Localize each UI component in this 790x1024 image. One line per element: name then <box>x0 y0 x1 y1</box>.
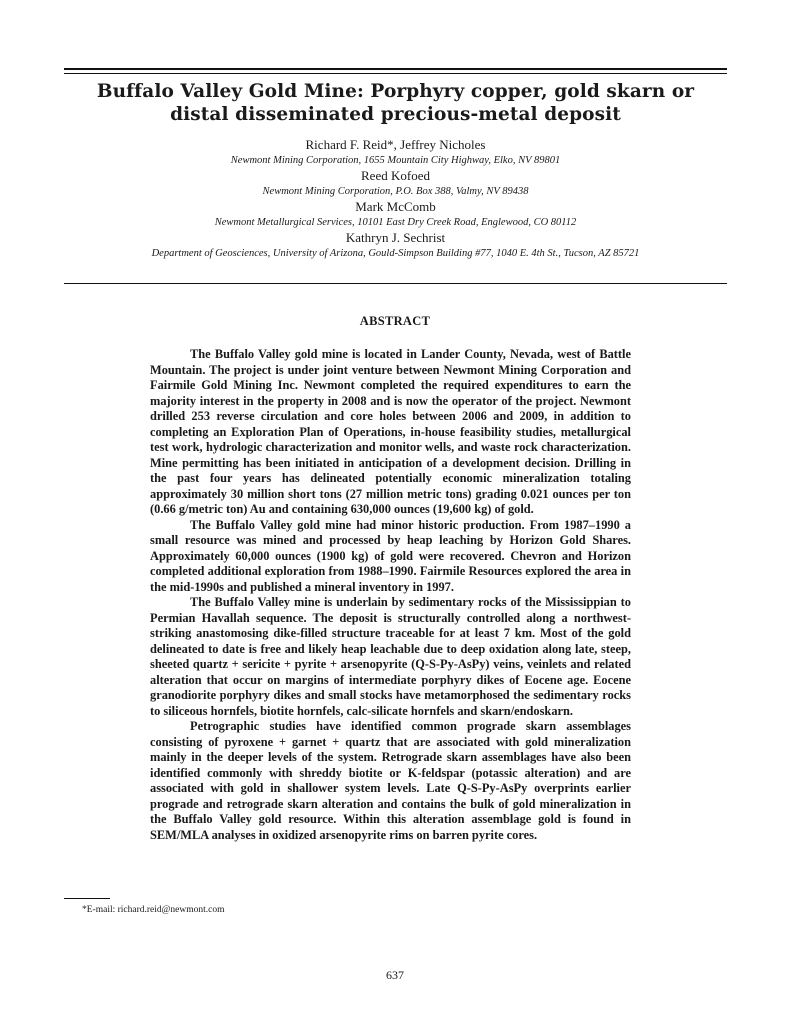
title-line-2: distal disseminated precious-metal deposit <box>170 104 621 125</box>
author-name: Reed Kofoed <box>361 168 430 183</box>
abstract-paragraph: Petrographic studies have identified common prograde skarn assemblages consisting of pyroxene + garnet + quartz that are associated with gold mineralization mainly in the deeper levels of the system. Retrograde skarn assemblages have also been identified commonly with shreddy biotite or K-feldspar (potassic alteration) and are associated with gold in shallower system levels. Late Q-S-Py-AsPy overprints earlier prograde and retrograde skarn alteration and contains the bulk of gold mineralization in the Buffalo Valley gold resource. Within this alteration assemblage gold is found in SEM/MLA analyses in oxidized arsenopyrite rims on barren pyrite cores. <box>150 719 631 842</box>
author-name: Richard F. Reid*, Jeffrey Nicholes <box>305 137 486 152</box>
author-block <box>64 137 727 261</box>
abstract-paragraph: The Buffalo Valley gold mine had minor historic production. From 1987–1990 a small resource was mined and processed by heap leaching by Horizon Gold Shares. Approximately 60,000 ounces (1900 kg) of gold were recovered. Chevron and Horizon completed additional exploration from 1988–1990. Fairmile Resources explored the area in the mid-1990s and published a mineral inventory in 1997. <box>150 517 631 594</box>
author-affiliation: Newmont Mining Corporation, 1655 Mountain City Highway, Elko, NV 89801 <box>230 155 561 166</box>
footnote-rule <box>64 898 110 899</box>
title-line-1: Buffalo Valley Gold Mine: Porphyry copper, gold skarn or <box>96 81 695 102</box>
top-rule-thick <box>64 68 727 70</box>
author-affiliation: Newmont Metallurgical Services, 10101 East Dry Creek Road, Englewood, CO 80112 <box>214 217 577 228</box>
author-affiliation: Newmont Mining Corporation, P.O. Box 388, Valmy, NV 89438 <box>262 186 529 197</box>
header-divider <box>64 283 727 284</box>
page-number: 637 <box>386 968 404 982</box>
author-name: Kathryn J. Sechrist <box>345 230 446 245</box>
footnote-email: *E-mail: richard.reid@newmont.com <box>82 905 225 915</box>
abstract-paragraph: The Buffalo Valley mine is underlain by sedimentary rocks of the Mississippian to Permian Havallah sequence. The deposit is structurally controlled along a northwest-striking anastomosing dike-filled structure traceable for at least 7 km. Most of the gold delineated to date is free and likely heap leachable due to deep oxidation along late, steep, sheeted quartz + sericite + pyrite + arsenopyrite (Q-S-Py-AsPy) veins, veinlets and related alteration that occur on margins of intermediate porphyry dikes of Eocene age. Eocene granodiorite porphyry dikes and small stocks have metamorphosed the sedimentary rocks to siliceous hornfels, biotite hornfels, calc-silicate hornfels and skarn/endoskarn. <box>150 595 631 718</box>
author-name: Mark McComb <box>355 199 436 214</box>
top-rule-thin <box>64 73 727 74</box>
paper-title <box>64 80 727 126</box>
author-affiliation: Department of Geosciences, University of Arizona, Gould-Simpson Building #77, 1040 E. 4th St., Tucson, AZ 85721 <box>151 248 640 259</box>
abstract-heading: ABSTRACT <box>359 314 431 328</box>
abstract-paragraph: The Buffalo Valley gold mine is located in Lander County, Nevada, west of Battle Mountain. The project is under joint venture between Newmont Mining Corporation and Fairmile Gold Mining Inc. Newmont completed the required expenditures to earn the majority interest in the property in 2008 and is now the operator of the project. Newmont drilled 253 reverse circulation and core holes between 2006 and 2009, in addition to completing an Exploration Plan of Operations, in-house feasibility studies, metallurgical test work, hydrologic characterization and monitor wells, and waste rock characterization. Mine permitting has been initiated in anticipation of a development decision. Drilling in the past four years has delineated potentially economic mineralization totaling approximately 30 million short tons (27 million metric tons) grading 0.021 ounces per ton (0.66 g/metric ton) Au and containing 630,000 ounces (19,600 kg) of gold. <box>150 347 631 516</box>
abstract-body <box>150 347 631 843</box>
